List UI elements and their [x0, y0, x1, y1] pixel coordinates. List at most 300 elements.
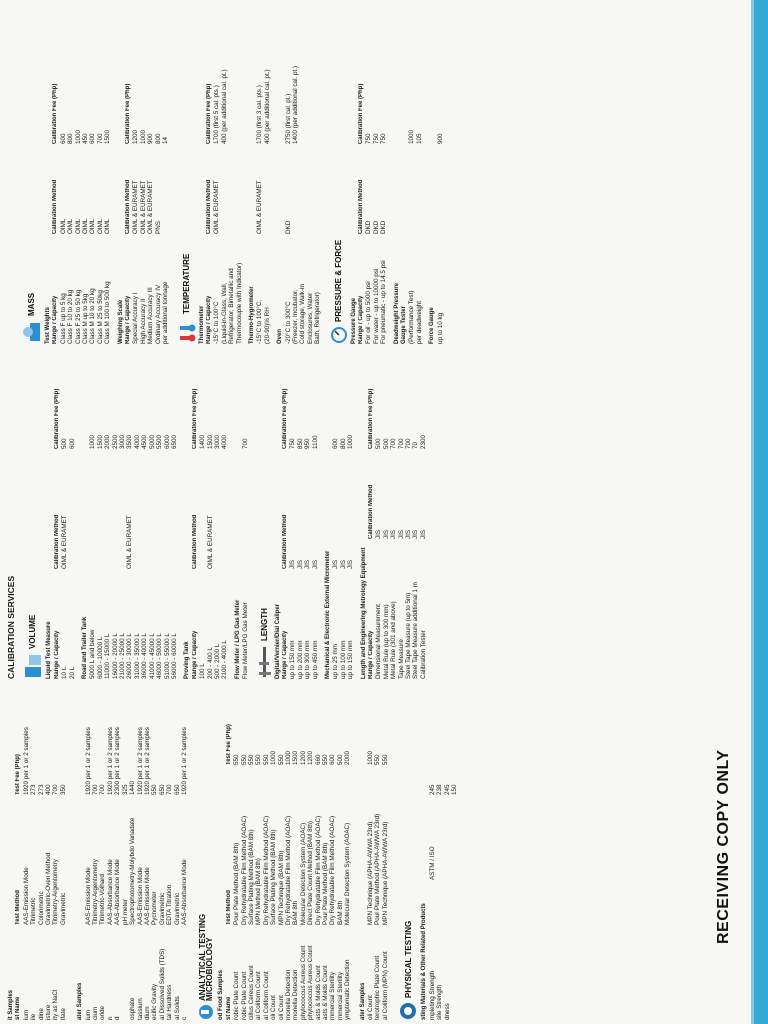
table-row: [255, 690, 262, 1020]
table-cell: 1920 per 1 or 2 samples: [84, 727, 92, 795]
table-cell: [156, 449, 163, 569]
table-cell: JIS: [347, 559, 355, 569]
table-cell: ity as NaCl: [52, 989, 60, 1020]
table-cell: DKD: [372, 220, 380, 234]
table-cell: [451, 795, 458, 880]
table-cl-eng: [361, 359, 428, 679]
table-cell: 2100 - 4000 L: [221, 640, 229, 679]
table-row: [307, 690, 314, 1020]
table-cell: JIS: [311, 559, 319, 569]
table-cell: cillus Cereus Count: [247, 965, 255, 1020]
table-cell: 550: [240, 754, 248, 765]
range-line: (Freezer, Incubator,: [291, 289, 299, 344]
range-line: Thermocouple with Indicator): [235, 262, 243, 344]
range-line: Bath, Refrigerator): [314, 292, 322, 344]
header-cell: st Name: [15, 996, 22, 1020]
table-cell: 1500: [206, 434, 214, 449]
caliper-icon: [258, 645, 272, 679]
table-cell: al Coliform Count: [255, 971, 263, 1020]
table-row: [61, 359, 68, 679]
table-cell: 20 L: [68, 666, 76, 679]
table-cell: JIS: [339, 559, 347, 569]
table-row: [181, 690, 188, 1020]
table-cell: EDTA Titration: [166, 884, 174, 925]
table-cell: Pycnometer: [151, 891, 159, 925]
table-row: [436, 690, 443, 1020]
table-title: Digital/Vernier/Dial Caliper: [274, 603, 281, 679]
left-strip-tables: [8, 690, 458, 1020]
header-cell: Test Method: [15, 890, 22, 925]
table-cell: Dry Rehydratable Film Method (AOAC): [240, 815, 248, 925]
table-cell: 550: [277, 754, 285, 765]
table-cell: Molecular Detection System (AOAC): [299, 822, 307, 925]
table-cell: ymptomatic Detection: [344, 959, 352, 1020]
table-row: [89, 359, 96, 679]
table-header-row: [54, 359, 61, 679]
header-cell: Test Fee (Php): [225, 724, 232, 765]
table-cell: [149, 449, 156, 569]
table-row: [60, 690, 67, 1020]
table-cell: 3500: [126, 434, 134, 449]
table-row: [104, 14, 111, 344]
temperature-title: TEMPERATURE: [181, 253, 191, 314]
fee-cell: [213, 24, 243, 144]
table-row: [451, 690, 458, 1020]
range-line: Cold storage, Walk-in: [299, 284, 307, 344]
table-cell: Surface Plating Method (BAM 8th): [270, 829, 278, 925]
table-cell: For water - up to 10000 psi: [372, 268, 380, 344]
table-cell: [221, 449, 228, 569]
table-cell: Class F 25 to 50 kg: [74, 289, 82, 344]
table-cell: 4500: [141, 434, 149, 449]
table-row: [213, 14, 243, 344]
table-row: [126, 359, 133, 679]
header-cell: Range / Capacity: [53, 630, 60, 679]
table-cell: [199, 449, 206, 569]
table-cell: 4000: [221, 434, 229, 449]
table-cell: 1920 per 1 or 2 samples: [106, 727, 114, 795]
table-cell: 6000: [163, 434, 171, 449]
table-row: [408, 14, 415, 344]
table-cell: 21000 - 25000 L: [119, 633, 127, 679]
table-cell: AAS-Emission Mode: [84, 867, 92, 925]
table-cell: Titrimetry-Argentometry: [52, 859, 60, 925]
table-cell: 16000 - 20000 L: [111, 633, 119, 679]
table-cell: For pneumatic - up to 14.5 psi: [380, 260, 388, 344]
table-cell: DKD: [365, 220, 373, 234]
table-row: [405, 359, 412, 679]
table-row: [85, 690, 92, 1020]
table-cell: 5000: [148, 434, 156, 449]
header-cell: Calibration Fee (Php): [368, 388, 375, 449]
header-cell: Range / Capacity: [125, 295, 132, 344]
header-cell: Range / Capacity: [191, 630, 198, 679]
calibration-title: CALIBRATION SERVICES: [6, 575, 16, 679]
table-cell: 660: [314, 754, 322, 765]
table-cell: Metal Rule (up to 300 mm): [382, 604, 390, 679]
table-cell: 46000 - 50000 L: [156, 633, 164, 679]
table-cell: ASTM / ISO: [428, 846, 436, 880]
table-cell: Gravimetric: [158, 892, 166, 925]
range-lines: [213, 234, 243, 344]
table-cell: Class M 25 to 50kg: [96, 290, 104, 344]
table-cell: Metal Rule (301 and above): [390, 601, 398, 679]
table-cell: 3000: [119, 434, 127, 449]
table-cell: oli Count: [367, 995, 375, 1020]
table-title: Force Gauge: [429, 307, 436, 344]
header-cell: Calibration Method: [53, 514, 60, 569]
table-cell: Class F 10 to 20 kg: [67, 289, 75, 344]
table-header-row: [192, 359, 199, 679]
table-cell: Class M 10 to 20 kg: [89, 288, 97, 344]
table-cell: JIS: [289, 559, 297, 569]
header-cell: Range / Capacity: [281, 630, 288, 679]
table-cell: PNS: [154, 221, 162, 234]
table-cell: Pour Plate Method (APHA-AWWA 23rd): [374, 813, 382, 925]
table-ls-s2: [77, 690, 188, 1020]
table-cell: 2500: [111, 434, 119, 449]
thermometer-icon: [178, 318, 196, 344]
table-cell: monella Detection: [285, 969, 292, 1020]
table-cell: Dry Rehydratable Film Method (AOAC): [329, 815, 337, 925]
table-cell: [451, 880, 458, 1020]
table-row: [315, 690, 322, 1020]
table-cell: isture: [45, 1004, 53, 1020]
table-row: [304, 359, 311, 679]
table-title: Liquid Test Measure: [46, 621, 53, 679]
table-title: Pressure Gauge: [350, 297, 357, 344]
table-title: ater Samples: [77, 982, 84, 1020]
table-cell: al Coliform Count: [262, 971, 270, 1020]
table-header-row: [52, 14, 59, 344]
table-cell: 1920 per 1 or 2 samples: [180, 727, 188, 795]
table-cell: Dry Rehydratable Film Method (AOAC): [262, 815, 270, 925]
table-row: [23, 690, 30, 1020]
table-cell: 36000 - 40000 L: [141, 633, 149, 679]
table-cell: 3000: [213, 434, 221, 449]
table-cell: up to 150 mm: [347, 640, 355, 679]
table-cell: 500: [61, 438, 69, 449]
table-row: [82, 14, 89, 344]
length-heading: [258, 359, 272, 679]
table-cell: dium: [143, 1006, 151, 1020]
table-cell: [171, 449, 178, 569]
table-cell: 2300: [419, 434, 427, 449]
header-cell: Range / Capacity: [358, 295, 364, 344]
table-cell: 600: [59, 133, 67, 144]
table-cell: 1920 per 1 or 2 samples: [143, 727, 151, 795]
table-cell: per deadweight: [415, 300, 423, 344]
table-row: [444, 690, 451, 1020]
table-cell: al Solids: [173, 996, 181, 1020]
table-cell: [69, 449, 76, 569]
table-row: [375, 359, 382, 679]
table-cell: MPN Technique (APHA-AWWA 23rd): [367, 821, 375, 925]
table-cell: High Accuracy II: [139, 298, 147, 344]
method-cell: OIML & EURAMET: [256, 180, 264, 234]
range-line: Refrigerator, Bimetallic and: [228, 268, 236, 344]
table-header-row: [368, 359, 375, 679]
header-cell: Calibration Method: [125, 179, 132, 234]
header-cell: Calibration Fee (Php): [191, 388, 198, 449]
table-row: [233, 690, 240, 1020]
range-line: (20-90)% RH: [263, 307, 271, 344]
table-title: Mechanical & Electronic External Micrometer: [325, 550, 331, 679]
table-cell: 1200: [307, 750, 315, 765]
volume-heading: [21, 359, 43, 679]
table-cell: up to 100 mm: [339, 640, 347, 679]
table-cell: 700: [242, 438, 250, 449]
length-title: LENGTH: [259, 608, 269, 641]
table-cell: BAM 8th: [336, 900, 344, 925]
table-row: [107, 690, 114, 1020]
table-row: [241, 690, 248, 1020]
table-row: [437, 14, 444, 344]
table-cell: 100 L: [199, 663, 207, 679]
table-row: [166, 690, 173, 1020]
table-cell: Spectrophotometry-Molybdo Vanadate: [129, 817, 137, 925]
table-row: [30, 690, 37, 1020]
table-cell: ium: [22, 1009, 30, 1020]
table-row: [292, 690, 299, 1020]
table-cell: JIS: [405, 529, 413, 539]
table-cell: 550: [381, 754, 389, 765]
table-cell: OIML: [74, 218, 82, 234]
table-cell: up to 200 mm: [296, 640, 304, 679]
table-title: Road and Trailer Tank: [82, 616, 89, 679]
table-cell: 1100: [311, 435, 319, 449]
header-cell: Calibration Fee (Php): [281, 388, 288, 449]
table-cell: [162, 144, 169, 234]
table-cv-proving: [184, 359, 228, 679]
header-cell: Range / Capacity: [52, 295, 59, 344]
table-cell: AAS-Absorbance Mode: [114, 859, 122, 925]
table-header-row: [206, 14, 213, 344]
table-row: [332, 359, 339, 679]
table-row: [297, 359, 304, 679]
table-cl-micro: [325, 359, 355, 679]
table-cell: 1920 per 1 or 2 samples: [136, 727, 144, 795]
table-cell: 700: [96, 133, 104, 144]
table-row: [69, 359, 76, 679]
header-cell: Range / Capacity: [205, 295, 212, 344]
micro-heading: [198, 690, 214, 1020]
temperature-heading: [178, 14, 196, 344]
table-row: [322, 690, 329, 1020]
table-cell: 700: [397, 438, 405, 449]
fee-line: 1400 (per additional cal. pt.): [291, 65, 299, 144]
table-cell: 400: [45, 784, 53, 795]
table-cell: asts & Molds Count: [322, 965, 330, 1020]
table-row: [337, 690, 344, 1020]
table-cell: Class M 100 to 500 kg: [104, 281, 112, 344]
table-cp-force: [429, 14, 444, 344]
table-row: [97, 359, 104, 679]
table-cell: 150: [450, 784, 458, 795]
table-cell: 11000 - 15000 L: [104, 633, 112, 679]
range-line: -15°C to 100°C,: [256, 299, 264, 344]
table-cell: ecific Gravity: [151, 983, 159, 1020]
table-cell: 750: [380, 133, 388, 144]
table-cell: 245: [443, 784, 451, 795]
table-row: [347, 359, 354, 679]
table-cell: AAS-Absorbance Mode: [180, 859, 188, 925]
table-cell: 26000 - 30000 L: [126, 633, 134, 679]
table-row: [420, 359, 427, 679]
table-cell: 2300 per 1 or 2 samples: [114, 727, 122, 795]
table-cell: phylococcus Aureus Count: [307, 945, 315, 1020]
table-row: [221, 359, 228, 679]
table-row: [67, 14, 74, 344]
table-row: [38, 690, 45, 1020]
table-cell: AAS-Emission Mode: [22, 867, 30, 925]
table-row: [129, 690, 136, 1020]
table-cell: up to 25 mm: [332, 644, 340, 679]
table-cell: 200 - 400 L: [206, 647, 214, 679]
table-cell: MPN Method (BAM 8th): [255, 858, 263, 925]
table-cell: 41000 - 45000 L: [148, 633, 156, 679]
calibration-middle: [8, 359, 427, 679]
table-row: [156, 359, 163, 679]
table-ct-thermo: [199, 14, 243, 344]
table-cell: AAS-Absorbance Mode: [106, 859, 114, 925]
table-cell: monella Detection: [292, 969, 300, 1020]
table-cl-digital: [275, 359, 319, 679]
table-cell: 31000 - 35000 L: [133, 633, 141, 679]
table-cell: 800: [67, 133, 75, 144]
table-title: Deadweight Pressure: [393, 282, 400, 344]
table-row: [112, 359, 119, 679]
table-cell: 5000 L and below: [89, 629, 97, 679]
table-cell: OIML: [59, 218, 67, 234]
table-cell: 550: [247, 754, 255, 765]
table-row: [300, 690, 307, 1020]
method-cell: DKD: [284, 220, 292, 234]
table-cell: OIML & EURAMET: [147, 180, 155, 234]
header-cell: Calibration Method: [205, 179, 212, 234]
table-cell: [112, 449, 119, 569]
table-row: [329, 690, 336, 1020]
table-cell: ile: [30, 1013, 38, 1020]
table-cell: 273: [30, 784, 38, 795]
table-cell: oli Count: [277, 995, 285, 1020]
volume-icon: [21, 653, 43, 679]
table-cell: robic Plate Count: [233, 971, 241, 1020]
table-row: [159, 690, 166, 1020]
table-cell: 5500: [156, 434, 164, 449]
table-row: [104, 359, 111, 679]
phys-heading: [399, 690, 417, 1020]
table-cell: 1000: [139, 129, 147, 144]
table-cell: OIML & EURAMET: [206, 515, 214, 569]
table-cell: 105: [415, 133, 423, 144]
table-cell: [436, 795, 443, 880]
header-cell: Calibration Fee (Php): [358, 83, 364, 144]
table-row: [162, 14, 169, 344]
table-cell: up to 150 mm: [289, 640, 297, 679]
table-cell: 1000: [285, 750, 292, 765]
table-cell: JIS: [296, 559, 304, 569]
table-cell: 245: [428, 784, 436, 795]
table-row: [99, 690, 106, 1020]
table-cell: JIS: [304, 559, 312, 569]
table-cell: Class M up to 5kg: [82, 293, 90, 344]
table-row: [412, 359, 419, 679]
table-cell: 500: [382, 438, 390, 449]
table-cell: [444, 795, 451, 880]
table-row: [374, 690, 381, 1020]
table-title: Thermometer: [198, 305, 205, 344]
table-title: sting Materials & Other Related Products: [421, 903, 428, 1020]
table-title: it Samples: [8, 989, 14, 1020]
table-header-row: [15, 690, 22, 1020]
pressure-gauge-icon: [330, 326, 348, 344]
table-cell: Dry Rehydratable Film Method (AOAC): [285, 815, 292, 925]
table-cell: 550: [262, 754, 270, 765]
fee-cell: [285, 24, 322, 144]
table-cell: 1920 per 1 or 2 samples: [22, 727, 30, 795]
table-title: od Food Samples: [218, 969, 225, 1020]
range-line: -15°C to 100°C: [213, 301, 221, 344]
table-cell: asts & Molds Count: [314, 965, 322, 1020]
table-cell: Surface Plating Method (BAM 8th): [247, 829, 255, 925]
table-cell: JIS: [375, 529, 383, 539]
table-cell: 800: [339, 438, 347, 449]
table-cell: Dimensional Measurement: [375, 604, 383, 679]
table-cell: BAM 8th: [292, 900, 300, 925]
range-line: Enclosures, Water: [306, 292, 314, 344]
table-row: [89, 14, 96, 344]
table-cell: Direct Plate Count Method (BAM 8th): [307, 821, 315, 925]
table-cell: Ordinary Accuracy IV: [154, 284, 162, 344]
volume-title: VOLUME: [27, 614, 37, 649]
table-cell: 6500: [170, 434, 178, 449]
table-row: [242, 359, 249, 679]
header-cell: Calibration Fee (Php): [125, 83, 132, 144]
table-cell: [164, 449, 171, 569]
table-ls-s3: [218, 690, 351, 1020]
table-cell: 700: [166, 784, 174, 795]
table-row: [147, 14, 154, 344]
table-cell: oride: [99, 1005, 107, 1020]
method-cell: OIML & EURAMET: [213, 180, 221, 234]
table-row: [340, 359, 347, 679]
range-line: (Liquid-in-Glass, Wall,: [220, 282, 228, 344]
table-cell: 1000: [408, 129, 416, 144]
table-row: [140, 14, 147, 344]
physical-testing-icon: [399, 1002, 417, 1020]
fee-line: 2750 (first cal. pt.): [284, 93, 292, 144]
table-cell: 10 L: [61, 666, 69, 679]
mass-heading: [22, 14, 42, 344]
table-cell: 600: [332, 438, 340, 449]
table-cell: robic Plate Count: [240, 971, 248, 1020]
header-cell: Calibration Fee (Php): [205, 83, 212, 144]
pressure-heading: [330, 14, 348, 344]
header-cell: Calibration Method: [52, 179, 59, 234]
table-cell: 850: [296, 438, 304, 449]
table-cell: 700: [92, 784, 100, 795]
table-cell: 325: [121, 784, 129, 795]
table-cell: JIS: [397, 529, 405, 539]
table-ls-s4: [360, 690, 390, 1020]
table-ls-s1: [8, 690, 67, 1020]
table-cell: up to 300 mm: [304, 640, 312, 679]
table-row: [174, 690, 181, 1020]
table-row: [92, 690, 99, 1020]
table-row: [52, 690, 59, 1020]
table-cell: Molecular Detection System (AOAC): [344, 822, 352, 925]
